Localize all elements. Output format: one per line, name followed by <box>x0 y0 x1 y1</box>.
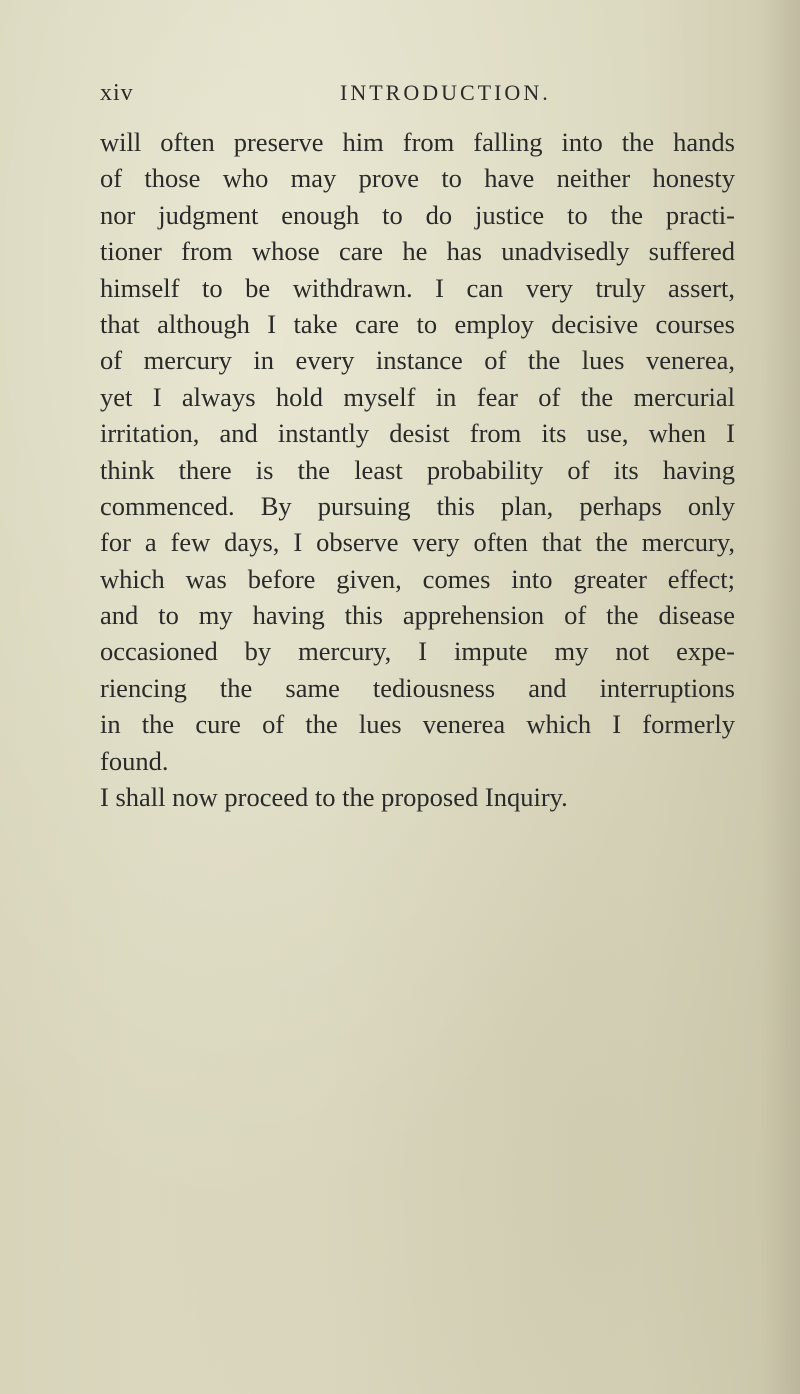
text-line: think there is the least probability of its having <box>100 454 735 485</box>
text-line: yet I always hold myself in fear of the mercurial <box>100 381 735 412</box>
body-text <box>100 124 735 815</box>
running-title: INTRODUCTION. <box>340 80 551 105</box>
text-line: for a few days, I observe very often that the mercury, <box>100 527 735 558</box>
text-line: and to my having this apprehension of the disease <box>100 600 735 631</box>
text-line: I shall now proceed to the proposed Inquiry. <box>100 782 568 813</box>
text-line: found. <box>100 745 169 776</box>
running-head <box>100 80 660 114</box>
text-line: in the cure of the lues venerea which I formerly <box>100 709 735 740</box>
text-line: commenced. By pursuing this plan, perhaps only <box>100 490 735 521</box>
text-line: occasioned by mercury, I impute my not expe- <box>100 636 735 667</box>
text-line: irritation, and instantly desist from its use, when I <box>100 418 735 449</box>
page-number: xiv <box>100 80 134 106</box>
text-line: himself to be withdrawn. I can very truly assert, <box>100 272 735 303</box>
text-line: tioner from whose care he has unadvisedly suffered <box>100 236 735 267</box>
text-line: of those who may prove to have neither honesty <box>100 163 735 194</box>
text-line: riencing the same tediousness and interruptions <box>100 672 735 703</box>
text-line: nor judgment enough to do justice to the practi- <box>100 199 735 230</box>
text-line: that although I take care to employ decisive courses <box>100 308 735 339</box>
text-line: which was before given, comes into greater effect; <box>100 563 735 594</box>
text-line: will often preserve him from falling into the hands <box>100 127 735 157</box>
text-line: of mercury in every instance of the lues venerea, <box>100 345 735 376</box>
